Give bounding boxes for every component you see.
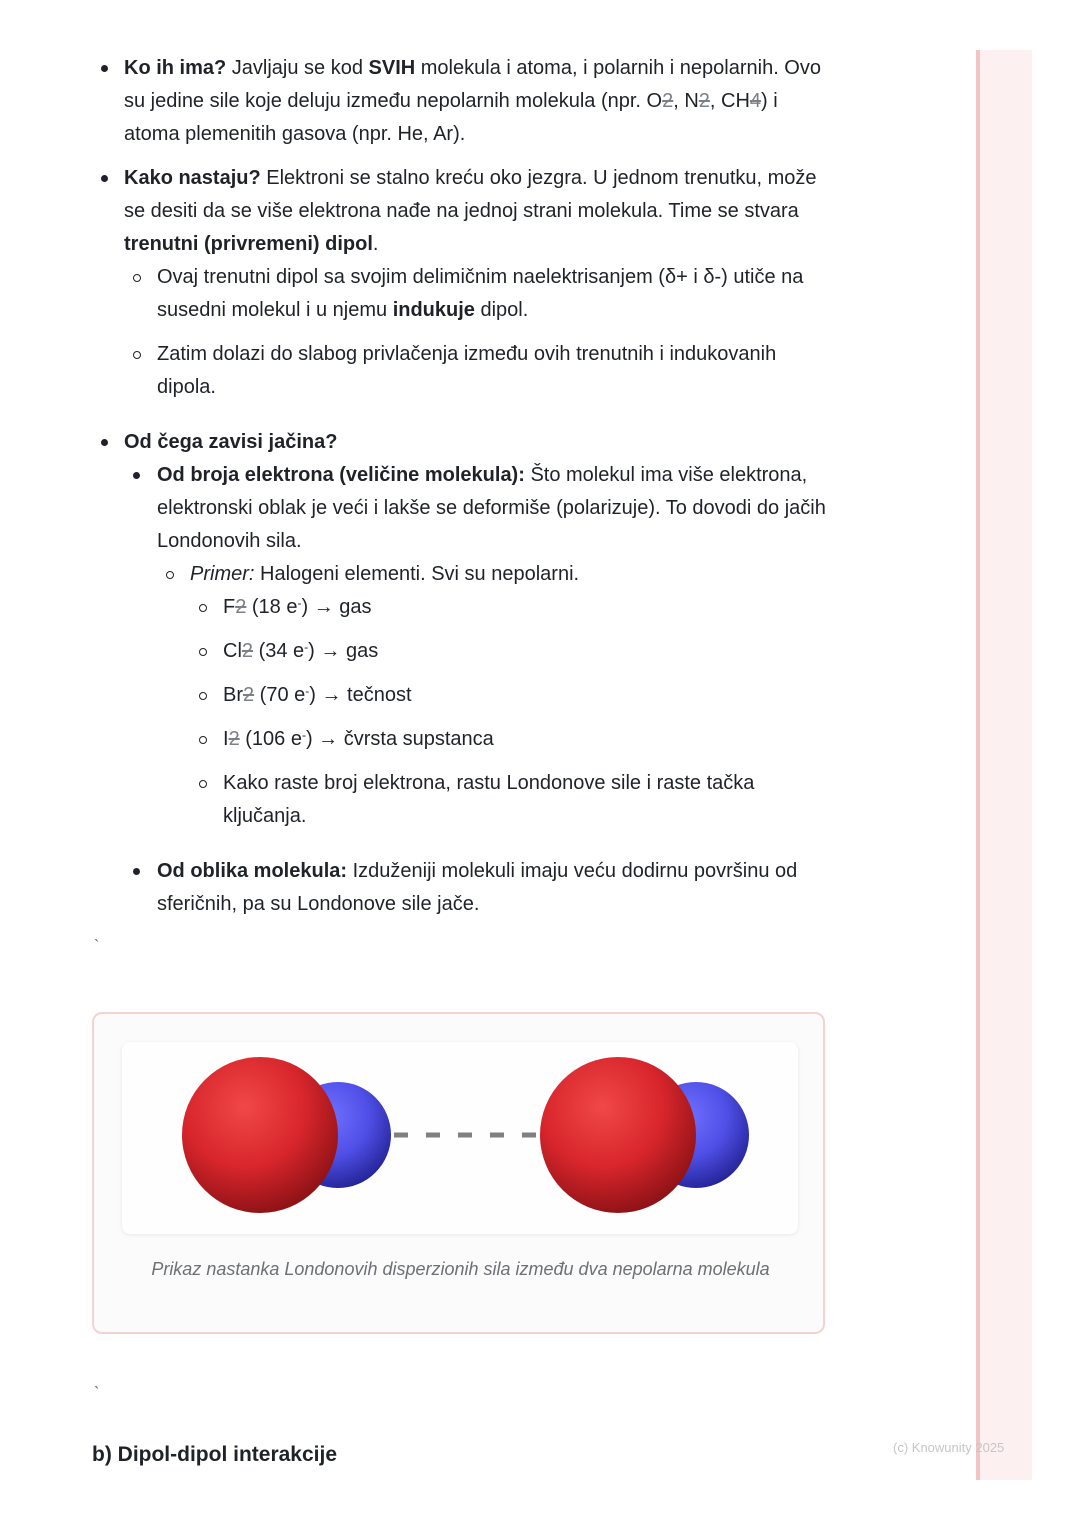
sub-list <box>124 261 837 404</box>
halogen-item: Br2 (70 e-) → tečnost <box>190 679 837 712</box>
molecule-left <box>182 1057 391 1213</box>
list-item-shape: Od oblika molekula: Izduženiji molekuli imaju veću dodirnu površinu od sferičnih, pa su Londonove sile jače. <box>124 855 837 921</box>
figure-card <box>92 1012 825 1334</box>
list-item-who: Ko ih ima? Javljaju se kod SVIH molekula i atoma, i polarnih i nepolarnih. Ovo su jedine sile koje deluju između nepolarnih molekula (npr. O2, N2, CH4) i atoma plemenitih gasova (npr. He, Ar). <box>92 52 837 151</box>
halogen-item: Cl2 (34 e-) → gas <box>190 635 837 668</box>
list-item-how: Kako nastaju? Elektroni se stalno kreću oko jezgra. U jednom trenutku, može se desiti da se više elektrona nađe na jednoj strani molekula. Time se stvara trenutni (privremeni) dipol. Ovaj trenutni dipol sa svojim delimičnim naelektrisanjem (δ+ i δ-) utiče na susedni molekul i u njemu indukuje dipol. Zatim dolazi do slabog privlačenja između ovih trenutnih i indukovanih dipola. <box>92 162 837 404</box>
stray-backtick: ` <box>94 1385 100 1402</box>
large-atom <box>540 1057 696 1213</box>
halogen-conclusion: Kako raste broj elektrona, rastu Londonove sile i raste tačka ključanja. <box>190 767 837 833</box>
large-atom <box>182 1057 338 1213</box>
bullet-lead: Od čega zavisi jačina? <box>124 431 338 453</box>
stray-backtick: ` <box>94 938 100 955</box>
subscript: 4 <box>749 90 762 112</box>
right-margin-band <box>976 50 1032 1480</box>
list-item-strength <box>92 426 837 921</box>
sub-list <box>124 459 837 921</box>
molecule-illustration <box>122 1042 798 1234</box>
list-item: Ovaj trenutni dipol sa svojim delimičnim naelektrisanjem (δ+ i δ-) utiče na susedni molekul i u njemu indukuje dipol. <box>124 261 837 327</box>
list-item-example: Primer: Halogeni elementi. Svi su nepolarni. F2 (18 e-) → gas Cl2 (34 e-) → gas Br2 (70 e-) → tečnost I2 (106 e-) → čvrsta supstanca Kako raste broj elektrona, rastu Londonove sile i raste tačka ključanja. <box>157 558 837 833</box>
watermark: (c) Knowunity 2025 <box>893 1440 1005 1455</box>
section-heading: b) Dipol-dipol interakcije <box>92 1443 338 1466</box>
list-item: Zatim dolazi do slabog privlačenja između ovih trenutnih i indukovanih dipola. <box>124 338 837 404</box>
bullet-lead: Ko ih ima? <box>124 57 227 79</box>
document-body <box>92 52 837 932</box>
halogen-list <box>190 591 837 833</box>
example-list <box>157 558 837 833</box>
bullet-lead: Kako nastaju? <box>124 167 261 189</box>
list-item-electrons: Od broja elektrona (veličine molekula): Što molekul ima više elektrona, elektronski oblak je veći i lakše se deformiše (polarizuje). To dovodi do jačih Londonovih sila. Primer: Halogeni elementi. Svi su nepolarni. F2 (18 e-) → gas Cl2 (34 e-) → gas Br2 (70 e-) → tečnost I2 (106 e-) → čvrsta supstanca Kako raste broj elektrona, rastu Londonove sile i raste tačka ključanja. <box>124 459 837 833</box>
figure-caption: Prikaz nastanka Londonovih disperzionih sila između dva nepolarna molekula <box>151 1259 770 1279</box>
subscript: 2 <box>698 90 710 112</box>
halogen-item: F2 (18 e-) → gas <box>190 591 837 624</box>
main-bullet-list <box>92 52 837 921</box>
molecule-right <box>540 1057 749 1213</box>
right-margin-line <box>976 50 980 1480</box>
molecule-diagram <box>122 1042 798 1234</box>
subscript: 2 <box>662 90 674 112</box>
halogen-item: I2 (106 e-) → čvrsta supstanca <box>190 723 837 756</box>
